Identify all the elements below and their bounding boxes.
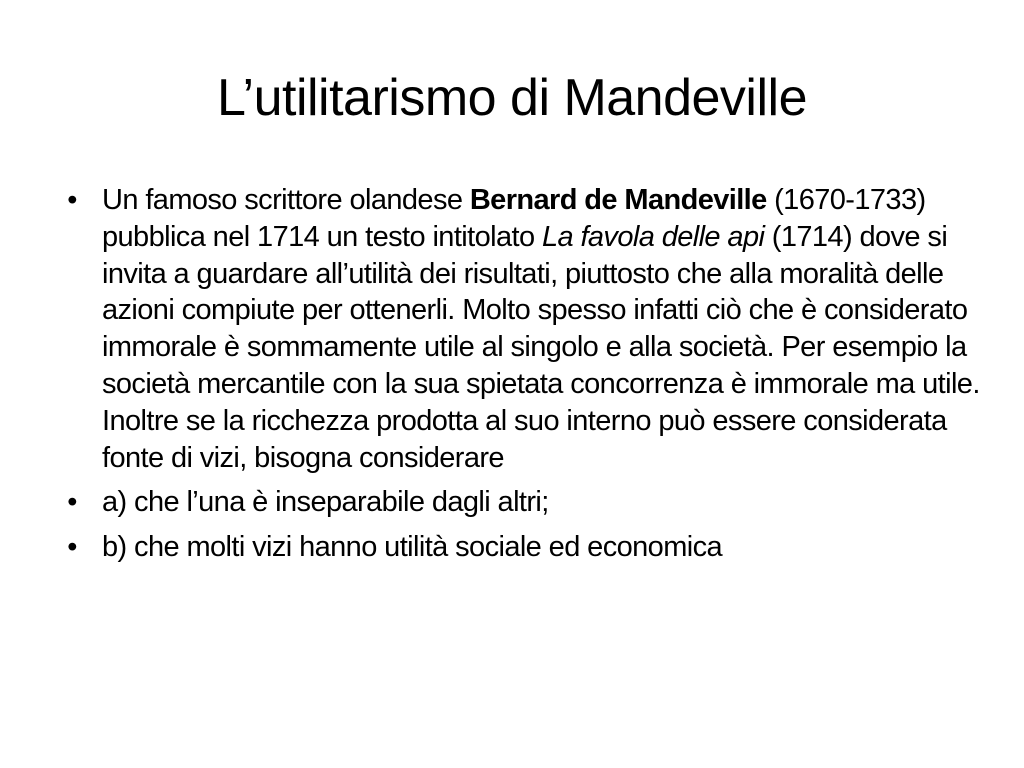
bullet-text: b) che molti vizi hanno utilità sociale ed economica xyxy=(102,531,723,564)
text-segment: (1714) dove si invita a guardare all’utilità dei risultati, piuttosto che alla moralità delle azioni compiute per ottenerli. Molto spesso infatti ciò che è considerato immorale è sommamente utile al singolo e alla società. Per esempio la società mercantile con la sua spietata concorrenza è immorale ma utile. Inoltre se la ricchezza prodotta al suo interno può essere considerata fonte di vizi, bisogna considerare xyxy=(102,220,980,474)
bullet-text: a) che l’una è inseparabile dagli altri; xyxy=(102,486,549,519)
book-title: La favola delle api xyxy=(541,220,765,253)
text-segment: (1670-1733) pubblica nel 1714 un testo intitolato xyxy=(102,184,926,253)
slide-title: L’utilitarismo di Mandeville xyxy=(216,69,808,127)
bullet-icon: • xyxy=(67,184,77,216)
bullet-item-1 xyxy=(62,182,982,476)
bullet-icon: • xyxy=(67,531,77,564)
bullet-item-3 xyxy=(62,529,982,566)
bullet-item-2 xyxy=(62,484,982,521)
text-segment: Un famoso scrittore olandese xyxy=(102,184,470,216)
bullet-text xyxy=(102,184,980,474)
author-name: Bernard de Mandeville xyxy=(469,184,767,216)
bullet-icon: • xyxy=(67,486,77,519)
bullet-list xyxy=(62,182,982,574)
